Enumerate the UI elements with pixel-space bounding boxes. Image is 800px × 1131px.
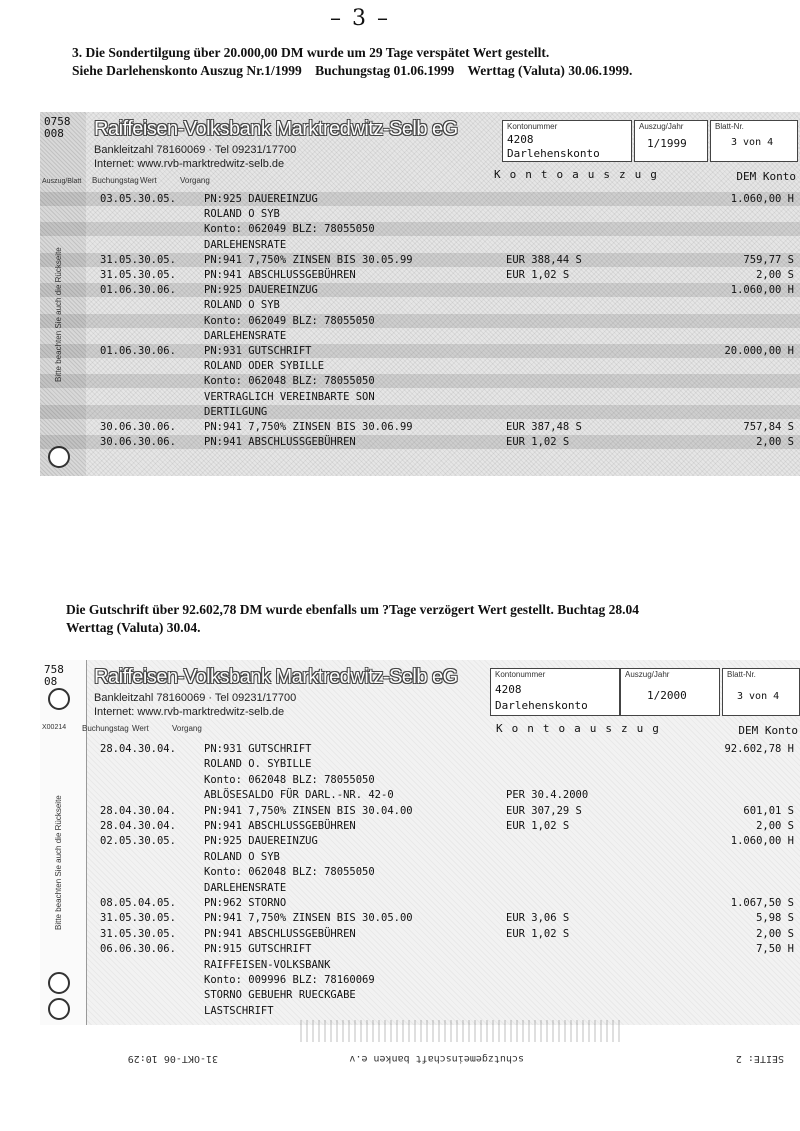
value-date: 30.05. [138, 269, 176, 281]
transaction-text: PN:941 ABSCHLUSSGEBÜHREN [204, 927, 356, 940]
value-date: 30.05. [138, 253, 176, 266]
table-row [40, 329, 800, 343]
table-row [40, 238, 800, 252]
booking-date: 08.05. [100, 897, 138, 909]
page-number-mark: – 3 – [330, 6, 390, 31]
table-row [40, 222, 800, 236]
auszug-value: 1/1999 [647, 137, 687, 150]
bank-bic-line: Bankleitzahl 78160069 · Tel 09231/17700 [94, 692, 297, 704]
table-row [40, 742, 800, 756]
blatt-value: 3 von 4 [737, 691, 780, 702]
dem-amount: 759,77 S [743, 253, 794, 266]
heading-gutschrift-werttag: Werttag (Valuta) 30.04. [66, 620, 201, 635]
table-row [40, 865, 800, 879]
euro-amount: EUR 307,29 S [506, 804, 582, 817]
booking-date: 30.06. [100, 436, 138, 449]
transaction-text: ABLÖSESALDO FÜR DARL.-NR. 42-0 [204, 789, 394, 802]
booking-date: 31.05. [100, 269, 138, 281]
blatt-label: Blatt-Nr. [715, 122, 744, 131]
kontonummer-value: 4208 [507, 133, 534, 146]
euro-amount: EUR 1,02 S [506, 820, 570, 832]
transaction-text: ROLAND O SYB [204, 208, 280, 221]
bank-statement-2000 [40, 660, 800, 1025]
table-row [40, 359, 800, 373]
dem-amount: 1.060,00 H [730, 193, 794, 205]
euro-amount: PER 30.4.2000 [506, 789, 589, 802]
transaction-text: DARLEHENSRATE [204, 238, 287, 251]
dem-amount: 20.000,00 H [724, 345, 794, 357]
table-row [40, 405, 800, 419]
transaction-text: LASTSCHRIFT [204, 1004, 274, 1017]
table-row [40, 881, 800, 895]
transaction-text: Konto: 062048 BLZ: 78055050 [204, 866, 375, 879]
table-row [40, 927, 800, 941]
dem-amount: 2,00 S [756, 820, 794, 832]
transaction-text: DARLEHENSRATE [204, 329, 287, 342]
transaction-text: PN:941 ABSCHLUSSGEBÜHREN [204, 820, 356, 832]
transaction-text: Konto: 062048 BLZ: 78055050 [204, 773, 375, 786]
table-row [40, 896, 800, 910]
table-row [40, 911, 800, 925]
fax-footer [64, 1050, 784, 1064]
transaction-text: PN:941 7,750% ZINSEN BIS 30.04.00 [204, 804, 413, 817]
booking-date: 01.06. [100, 345, 138, 357]
booking-date: 31.05. [100, 927, 138, 940]
booking-date: 28.04. [100, 804, 138, 817]
dem-amount: 7,50 H [756, 943, 794, 956]
table-row [40, 253, 800, 267]
transaction-text: PN:931 GUTSCHRIFT [204, 345, 312, 357]
footer-timestamp: 31-OKT-06 10:29 [127, 1053, 218, 1064]
table-row [40, 834, 800, 848]
transaction-text: ROLAND O SYB [204, 850, 280, 863]
dem-amount: 601,01 S [743, 804, 794, 817]
kontoauszug-title: Kontoauszug [494, 168, 666, 181]
bank-internet-line: Internet: www.rvb-marktredwitz-selb.de [94, 158, 285, 170]
transaction-text: PN:931 GUTSCHRIFT [204, 743, 312, 755]
booking-date: 28.04. [100, 820, 138, 832]
bank-header [88, 116, 488, 174]
dem-amount: 1.060,00 H [730, 284, 794, 297]
heading-sondertilgung-details [72, 62, 642, 79]
transaction-text: PN:941 7,750% ZINSEN BIS 30.05.99 [204, 253, 413, 266]
kontonummer-label: Kontonummer [507, 122, 558, 131]
transaction-text: PN:925 DAUEREINZUG [204, 193, 318, 205]
blatt-box [710, 120, 798, 162]
table-row [40, 988, 800, 1002]
table-row [40, 390, 800, 404]
table-row [40, 1004, 800, 1018]
col-wert: Wert [140, 176, 157, 185]
value-date: 30.05. [138, 927, 176, 940]
transaction-text: PN:941 ABSCHLUSSGEBÜHREN [204, 436, 356, 449]
margin-side-note: Bitte beachten Sie auch die Rückseite [54, 795, 63, 930]
value-date: 30.05. [138, 912, 176, 925]
value-date: 30.05. [138, 193, 176, 205]
euro-amount: EUR 387,48 S [506, 421, 582, 433]
booking-date: 31.05. [100, 253, 138, 266]
euro-amount: EUR 1,02 S [506, 436, 570, 449]
dem-amount: 1.060,00 H [730, 835, 794, 848]
transaction-text: VERTRAGLICH VEREINBARTE SON [204, 390, 375, 403]
transaction-text: ROLAND ODER SYBILLE [204, 360, 325, 373]
table-row [40, 283, 800, 297]
transaction-text: Konto: 062048 BLZ: 78055050 [204, 375, 375, 388]
auszug-label: Auszug/Jahr [639, 122, 684, 131]
col-wert: Wert [132, 724, 149, 733]
margin-number-2: 08 [44, 675, 58, 688]
value-date: 30.04. [138, 743, 176, 755]
dem-amount: 92.602,78 H [724, 743, 794, 755]
bank-bic-line: Bankleitzahl 78160069 · Tel 09231/17700 [94, 144, 297, 156]
konto-type: Darlehenskonto [495, 699, 588, 712]
auszug-label: Auszug/Jahr [625, 670, 670, 679]
dem-amount: 1.067,50 S [730, 897, 794, 909]
table-row [40, 420, 800, 434]
kontonummer-label: Kontonummer [495, 670, 546, 679]
transaction-text: ROLAND O. SYBILLE [204, 758, 312, 771]
col-vorgang: Vorgang [172, 724, 202, 733]
dem-amount: 2,00 S [756, 927, 794, 940]
auszug-box [620, 668, 720, 716]
transaction-text: PN:941 7,750% ZINSEN BIS 30.05.00 [204, 912, 413, 925]
dem-amount: 5,98 S [756, 912, 794, 925]
table-row [40, 344, 800, 358]
dem-amount: 757,84 S [743, 421, 794, 433]
euro-amount: EUR 3,06 S [506, 912, 570, 925]
footer-page: SEITE: 2 [735, 1053, 784, 1064]
transaction-text: STORNO GEBUEHR RUECKGABE [204, 989, 356, 1002]
value-date: 30.06. [138, 345, 176, 357]
auszug-box [634, 120, 708, 162]
blatt-value: 3 von 4 [731, 137, 774, 148]
booking-date: 01.06. [100, 284, 138, 297]
table-row [40, 268, 800, 282]
margin-code: X00214 [42, 724, 67, 731]
transaction-text: PN:941 7,750% ZINSEN BIS 30.06.99 [204, 421, 413, 433]
transaction-text: PN:925 DAUEREINZUG [204, 284, 318, 297]
booking-date: 30.06. [100, 421, 138, 433]
konto-type: Darlehenskonto [507, 147, 600, 160]
table-row [40, 192, 800, 206]
booking-date: 28.04. [100, 743, 138, 755]
bank-name: Raiffeisen-Volksbank Marktredwitz-Selb eG [94, 118, 458, 140]
table-row [40, 804, 800, 818]
table-row [40, 374, 800, 388]
table-row [40, 958, 800, 972]
value-date: 04.05. [138, 897, 176, 909]
transaction-text: DERTILGUNG [204, 405, 268, 418]
table-row [40, 773, 800, 787]
margin-number: 758 [44, 663, 64, 676]
margin-side-note: Bitte beachten Sie auch die Rückseite [54, 247, 63, 382]
footer-sender: schutzgemeinschaft banken e.v [349, 1053, 524, 1064]
blatt-box [722, 668, 800, 716]
table-row [40, 298, 800, 312]
transaction-text: Konto: 009996 BLZ: 78160069 [204, 974, 375, 986]
table-row [40, 850, 800, 864]
value-date: 30.05. [138, 835, 176, 848]
booking-date: 31.05. [100, 912, 138, 925]
dem-amount: 2,00 S [756, 269, 794, 281]
table-row [40, 973, 800, 987]
col-buchungstag: Buchungstag [82, 724, 129, 733]
table-row [40, 788, 800, 802]
euro-amount: EUR 388,44 S [506, 253, 582, 266]
heading-buchungstag: Buchungstag 01.06.1999 [315, 63, 455, 78]
transaction-text: ROLAND O SYB [204, 299, 280, 312]
value-date: 30.06. [138, 284, 176, 297]
value-date: 30.06. [138, 436, 176, 449]
blatt-label: Blatt-Nr. [727, 670, 756, 679]
handwritten-scribble [300, 1020, 620, 1042]
dem-amount: 2,00 S [756, 436, 794, 449]
euro-amount: EUR 1,02 S [506, 269, 570, 281]
heading-sondertilgung: 3. Die Sondertilgung über 20.000,00 DM wurde um 29 Tage verspätet Wert gestellt. [72, 45, 550, 60]
transaction-text: RAIFFEISEN-VOLKSBANK [204, 958, 331, 971]
punch-hole-icon [48, 446, 70, 468]
booking-date: 02.05. [100, 835, 138, 848]
margin-number-2: 008 [44, 127, 64, 140]
auszug-value: 1/2000 [647, 689, 687, 702]
transaction-text: PN:941 ABSCHLUSSGEBÜHREN [204, 269, 356, 281]
table-row [40, 314, 800, 328]
euro-amount: EUR 1,02 S [506, 927, 570, 940]
kontonummer-box [490, 668, 620, 716]
value-date: 30.04. [138, 804, 176, 817]
col-vorgang: Vorgang [180, 176, 210, 185]
dem-konto-header: DEM Konto [738, 724, 798, 737]
bank-name: Raiffeisen-Volksbank Marktredwitz-Selb eG [94, 666, 458, 688]
booking-date: 03.05. [100, 193, 138, 205]
heading-werttag: Werttag (Valuta) 30.06.1999. [467, 63, 633, 78]
heading-gutschrift: Die Gutschrift über 92.602,78 DM wurde ebenfalls um ?Tage verzögert Wert gestellt. Buchtag 28.04 [66, 602, 640, 617]
margin-number: 0758 [44, 115, 71, 128]
kontonummer-box [502, 120, 632, 162]
table-row [40, 942, 800, 956]
transaction-text: PN:925 DAUEREINZUG [204, 835, 318, 848]
transaction-text: Konto: 062049 BLZ: 78055050 [204, 223, 375, 236]
punch-hole-icon [48, 688, 70, 710]
margin-label: Auszug/Blatt [42, 178, 82, 185]
table-row [40, 757, 800, 771]
transaction-text: DARLEHENSRATE [204, 881, 287, 894]
booking-date: 06.06. [100, 943, 138, 956]
table-row [40, 819, 800, 833]
value-date: 30.04. [138, 820, 176, 832]
value-date: 30.06. [138, 421, 176, 433]
heading-auszug-ref: Siehe Darlehenskonto Auszug Nr.1/1999 [72, 63, 302, 78]
kontoauszug-title: Kontoauszug [496, 722, 668, 735]
bank-statement-1999 [40, 112, 800, 476]
kontonummer-value: 4208 [495, 683, 522, 696]
value-date: 30.06. [138, 943, 176, 956]
transaction-text: PN:915 GUTSCHRIFT [204, 943, 312, 956]
dem-konto-header: DEM Konto [736, 170, 796, 183]
bank-header [88, 664, 488, 722]
table-row [40, 435, 800, 449]
bank-internet-line: Internet: www.rvb-marktredwitz-selb.de [94, 706, 285, 718]
table-row [40, 207, 800, 221]
transaction-text: Konto: 062049 BLZ: 78055050 [204, 314, 375, 327]
col-buchungstag: Buchungstag [92, 176, 139, 185]
transaction-text: PN:962 STORNO [204, 897, 287, 909]
